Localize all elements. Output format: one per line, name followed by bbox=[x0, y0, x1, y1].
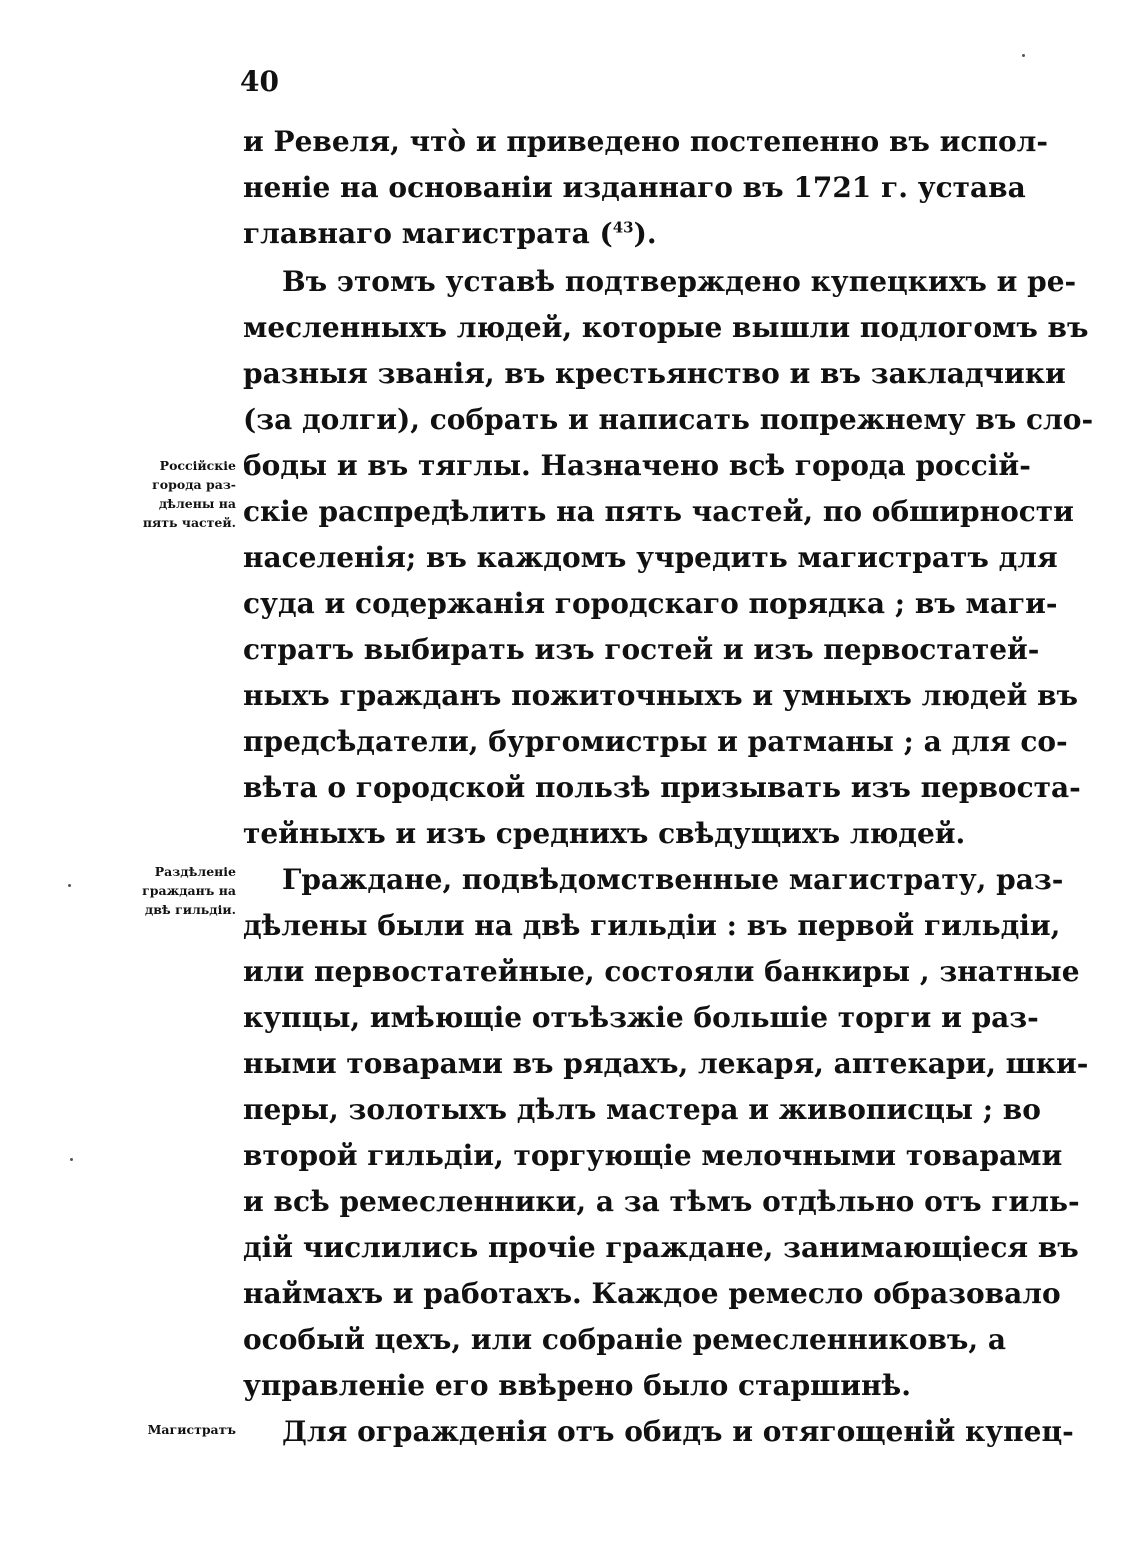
text-line bbox=[243, 211, 1000, 257]
text-line: неніе на основаніи изданнаго въ 1721 г. устава bbox=[243, 171, 1026, 204]
text-line: суда и содержанія городскаго порядка ; въ маги- bbox=[243, 587, 1058, 620]
text-line: тейныхъ и изъ среднихъ свѣдущихъ людей. bbox=[243, 817, 966, 850]
text-line: ныхъ гражданъ пожиточныхъ и умныхъ людей въ bbox=[243, 679, 1078, 712]
text-line: населенія; въ каждомъ учредить магистратъ для bbox=[243, 541, 1058, 574]
margin-note-cities bbox=[102, 456, 236, 532]
text-line: (за долги), собрать и написать попрежнему въ сло- bbox=[243, 403, 1094, 436]
text-line: Граждане, подвѣдомственные магистрату, раз- bbox=[282, 863, 1064, 896]
text-line: предсѣдатели, бургомистры и ратманы ; а для со- bbox=[243, 725, 1068, 758]
text-line: наймахъ и работахъ. Каждое ремесло образовало bbox=[243, 1277, 1061, 1310]
margin-note-line: Россійскіе bbox=[159, 458, 236, 473]
text-line: перы, золотыхъ дѣлъ мастера и живописцы ; во bbox=[243, 1093, 1041, 1126]
text-line: второй гильдіи, торгующіе мелочными товарами bbox=[243, 1139, 1063, 1172]
text-line: и всѣ ремесленники, а за тѣмъ отдѣльно отъ гиль- bbox=[243, 1185, 1080, 1218]
text-line: Въ этомъ уставѣ подтверждено купецкихъ и ре- bbox=[282, 265, 1077, 298]
text-line: особый цехъ, или собраніе ремесленниковъ, а bbox=[243, 1323, 1007, 1356]
page-number: 40 bbox=[240, 65, 279, 98]
margin-note-guilds bbox=[102, 862, 236, 919]
footnote-close: ). bbox=[633, 217, 657, 250]
margin-note-magistrate bbox=[102, 1420, 236, 1439]
paper-speck bbox=[70, 1158, 73, 1161]
paper-speck bbox=[1022, 54, 1025, 57]
margin-note-line: пять частей. bbox=[142, 515, 236, 530]
text-line-content: главнаго магистрата ( bbox=[243, 217, 613, 250]
text-line: и Ревеля, чтò и приведено постепенно въ испол- bbox=[243, 125, 1048, 158]
text-line: месленныхъ людей, которые вышли подлогомъ въ bbox=[243, 311, 1089, 344]
text-line: купцы, имѣющіе отъѣзжіе большіе торги и раз- bbox=[243, 1001, 1039, 1034]
margin-note-line: Магистратъ bbox=[147, 1422, 236, 1437]
margin-note-line: двѣ гильдіи. bbox=[144, 902, 236, 917]
margin-note-line: Раздѣленіе bbox=[154, 864, 236, 879]
text-line: вѣта о городской пользѣ призывать изъ первоста- bbox=[243, 771, 1081, 804]
text-line: дій числились прочіе граждане, занимающіеся въ bbox=[243, 1231, 1079, 1264]
text-line: боды и въ тяглы. Назначено всѣ города россій- bbox=[243, 449, 1031, 482]
text-line: разныя званія, въ крестьянство и въ закладчики bbox=[243, 357, 1066, 390]
margin-note-line: гражданъ на bbox=[142, 883, 236, 898]
margin-note-line: города раз- bbox=[152, 477, 236, 492]
footnote-reference: 43 bbox=[612, 218, 634, 237]
paper-speck bbox=[68, 884, 71, 887]
text-line: дѣлены были на двѣ гильдіи : въ первой гильдіи, bbox=[243, 909, 1061, 942]
text-line: или первостатейные, состояли банкиры , знатные bbox=[243, 955, 1080, 988]
text-line: скіе распредѣлить на пять частей, по обширности bbox=[243, 495, 1074, 528]
text-line: стратъ выбирать изъ гостей и изъ первостатей- bbox=[243, 633, 1040, 666]
text-line: Для огражденія отъ обидъ и отягощеній купец- bbox=[282, 1415, 1074, 1448]
text-line: ными товарами въ рядахъ, лекаря, аптекари, шки- bbox=[243, 1047, 1089, 1080]
margin-note-line: дѣлены на bbox=[158, 496, 236, 511]
text-line: управленіе его ввѣрено было старшинѣ. bbox=[243, 1369, 911, 1402]
